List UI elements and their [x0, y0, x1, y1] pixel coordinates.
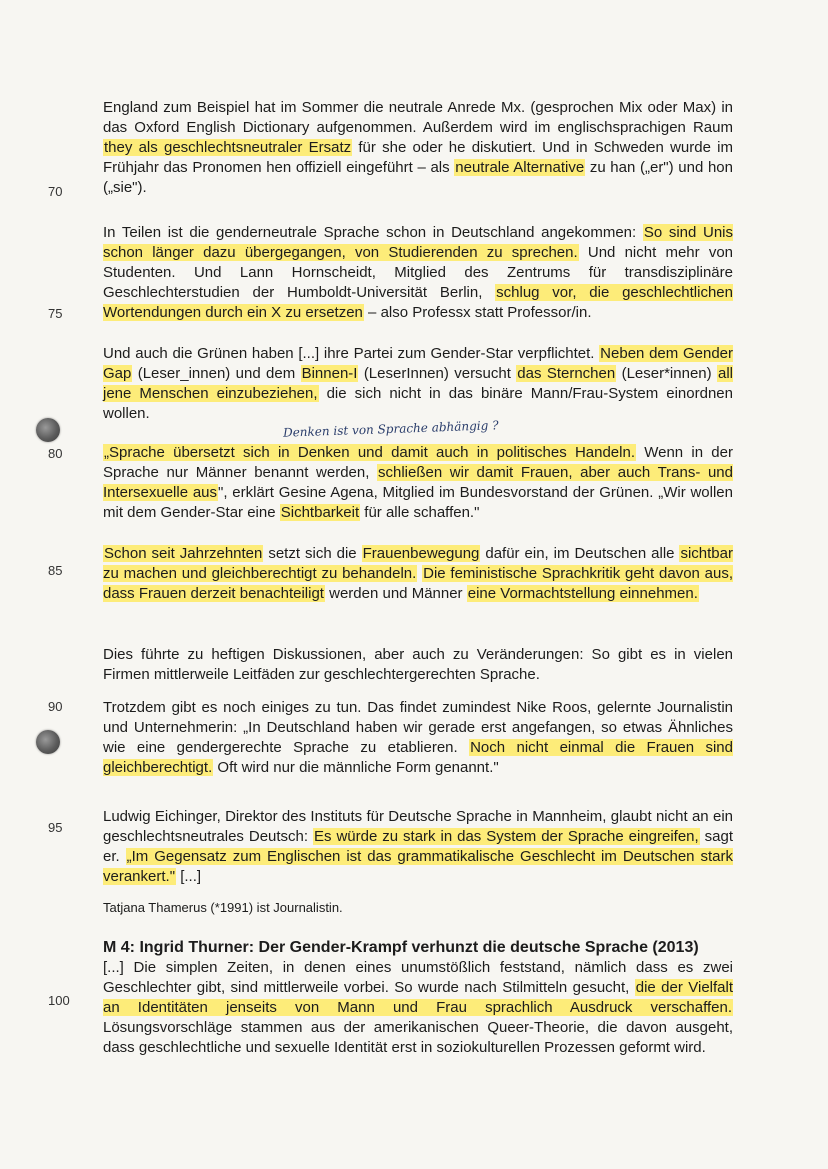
highlight: eine Vormachtstellung einnehmen. [467, 585, 698, 602]
line-number: 100 [48, 993, 70, 1008]
highlight: Binnen-I [301, 365, 358, 382]
line-number: 85 [48, 563, 63, 578]
handwritten-annotation: Denken ist von Sprache abhängig ? [282, 418, 499, 440]
paragraph-diskussionen: Dies führte zu heftigen Diskussionen, aber auch zu Veränderungen: So gibt es in vielen Firmen mittlerweile Leitfäden zur geschlechtergerechten Sprache. [103, 646, 733, 683]
highlight: Noch nicht einmal die Frauen sind gleichberechtigt. [103, 739, 733, 776]
paragraph-universities: In Teilen ist die genderneutrale Sprache schon in Deutschland angekommen: So sind Unis schon länger dazu übergegangen, von Studierenden zu sprechen. Und nicht mehr von Studenten. Und Lann Hornscheidt, Mitglied des Zentrums für transdisziplinäre Geschlechterstudien der Humboldt-Universität Berlin, schlug vor, die geschlechtlichen Wortendungen durch ein X zu ersetzen – also Professx statt Professor/in. [103, 224, 733, 321]
highlight: das Sternchen [517, 365, 616, 382]
section-heading-m4: M 4: Ingrid Thurner: Der Gender-Krampf verhunzt die deutsche Sprache (2013) [103, 939, 699, 956]
line-number: 70 [48, 184, 63, 199]
highlight: „Sprache übersetzt sich in Denken und damit auch in politisches Handeln. [104, 444, 635, 461]
paragraph-gruene-gender-star: Und auch die Grünen haben [...] ihre Partei zum Gender-Star verpflichtet. Neben dem Gender Gap (Leser_innen) und dem Binnen-I (LeserInnen) versucht das Sternchen (Leser*innen) all jene Menschen einzubeziehen, die sich nicht in das binäre Mann/Frau-System einordnen wollen. [103, 345, 734, 422]
paragraph-nike-roos: Trotzdem gibt es noch einiges zu tun. Das findet zumindest Nike Roos, gelernte Journalistin und Unternehmerin: „In Deutschland haben wir gerade erst angefangen, so etwas Ähnliches wie eine gendergerechte Sprache zu etablieren. Noch nicht einmal die Frauen sind gleichberechtigt. Oft wird nur die männliche Form genannt." [103, 699, 733, 776]
line-number: 90 [48, 699, 63, 714]
line-number: 80 [48, 446, 63, 461]
highlight: all jene Menschen einzubeziehen, [103, 365, 734, 402]
highlight: Neben dem Gender Gap [103, 345, 733, 382]
line-number: 75 [48, 306, 63, 321]
highlight: neutrale Alternative [455, 159, 585, 176]
highlight: sichtbar zu machen und gleichberechtigt zu behandeln. [103, 545, 733, 582]
highlight: „Im Gegensatz zum Englischen ist das grammatikalische Geschlecht im Deutschen stark verankert." [103, 848, 733, 885]
highlight: they als geschlechtsneutraler Ersatz [104, 139, 352, 156]
punch-hole-top [36, 418, 60, 442]
highlight: Sichtbarkeit [280, 504, 360, 521]
highlight: die der Vielfalt an Identitäten jenseits von Mann und Frau sprachlich Ausdruck verschaffen. [103, 979, 733, 1016]
highlight: schließen wir damit Frauen, aber auch Trans- und Intersexuelle aus [103, 464, 733, 501]
paragraph-agena-quote: „Sprache übersetzt sich in Denken und damit auch in politisches Handeln. Wenn in der Sprache nur Männer benannt werden, schließen wir damit Frauen, aber auch Trans- und Intersexuelle aus", erklärt Gesine Agena, Mitglied im Bundesvorstand der Grünen. „Wir wollen mit dem Gender-Star eine Sichtbarkeit für alle schaffen." [103, 444, 733, 521]
highlight: Frauenbewegung [362, 545, 480, 562]
paragraph-mx-pronouns: England zum Beispiel hat im Sommer die neutrale Anrede Mx. (gesprochen Mix oder Max) in das Oxford English Dictionary aufgenommen. Außerdem wird im englischsprachigen Raum they als geschlechtsneutraler Ersatz für she oder he diskutiert. Und in Schweden wurde im Frühjahr das Pronomen hen offiziell eingeführt – als neutrale Alternative zu han („er") und hon („sie"). [103, 99, 734, 196]
highlight: Die feministische Sprachkritik geht davon aus, dass Frauen derzeit benachteiligt [103, 565, 734, 602]
highlight: So sind Unis schon länger dazu übergegangen, von Studierenden zu sprechen. [103, 224, 733, 261]
highlight: schlug vor, die geschlechtlichen Wortendungen durch ein X zu ersetzen [103, 284, 733, 321]
author-note: Tatjana Thamerus (*1991) ist Journalistin. [103, 900, 343, 915]
highlight: Schon seit Jahrzehnten [104, 545, 263, 562]
paragraph-eichinger: Ludwig Eichinger, Direktor des Instituts für Deutsche Sprache in Mannheim, glaubt nicht an ein geschlechtsneutrales Deutsch: Es würde zu stark in das System der Sprache eingreifen, sagt er. „Im Gegensatz zum Englischen ist das grammatikalische Geschlecht im Deutschen stark verankert." [...] [103, 808, 733, 885]
highlight: Es würde zu stark in das System der Sprache eingreifen, [314, 828, 699, 845]
paragraph-m4-thurner: [...] Die simplen Zeiten, in denen eines unumstößlich feststand, nämlich dass es zwei Geschlechter gibt, sind mittlerweile vorbei. So wurde nach Stilmitteln gesucht, die der Vielfalt an Identitäten jenseits von Mann und Frau sprachlich Ausdruck verschaffen. Lösungsvorschläge stammen aus der amerikanischen Queer-Theorie, die davon ausgeht, dass geschlechtliche und sexuelle Identität erst in soziokulturellen Prozessen geformt wird. [103, 959, 733, 1056]
paragraph-frauenbewegung: Schon seit Jahrzehnten setzt sich die Frauenbewegung dafür ein, im Deutschen alle sichtbar zu machen und gleichberechtigt zu behandeln. Die feministische Sprachkritik geht davon aus, dass Frauen derzeit benachteiligt werden und Männer eine Vormachtstellung einnehmen. [103, 545, 734, 602]
line-number: 95 [48, 820, 63, 835]
punch-hole-bottom [36, 730, 60, 754]
